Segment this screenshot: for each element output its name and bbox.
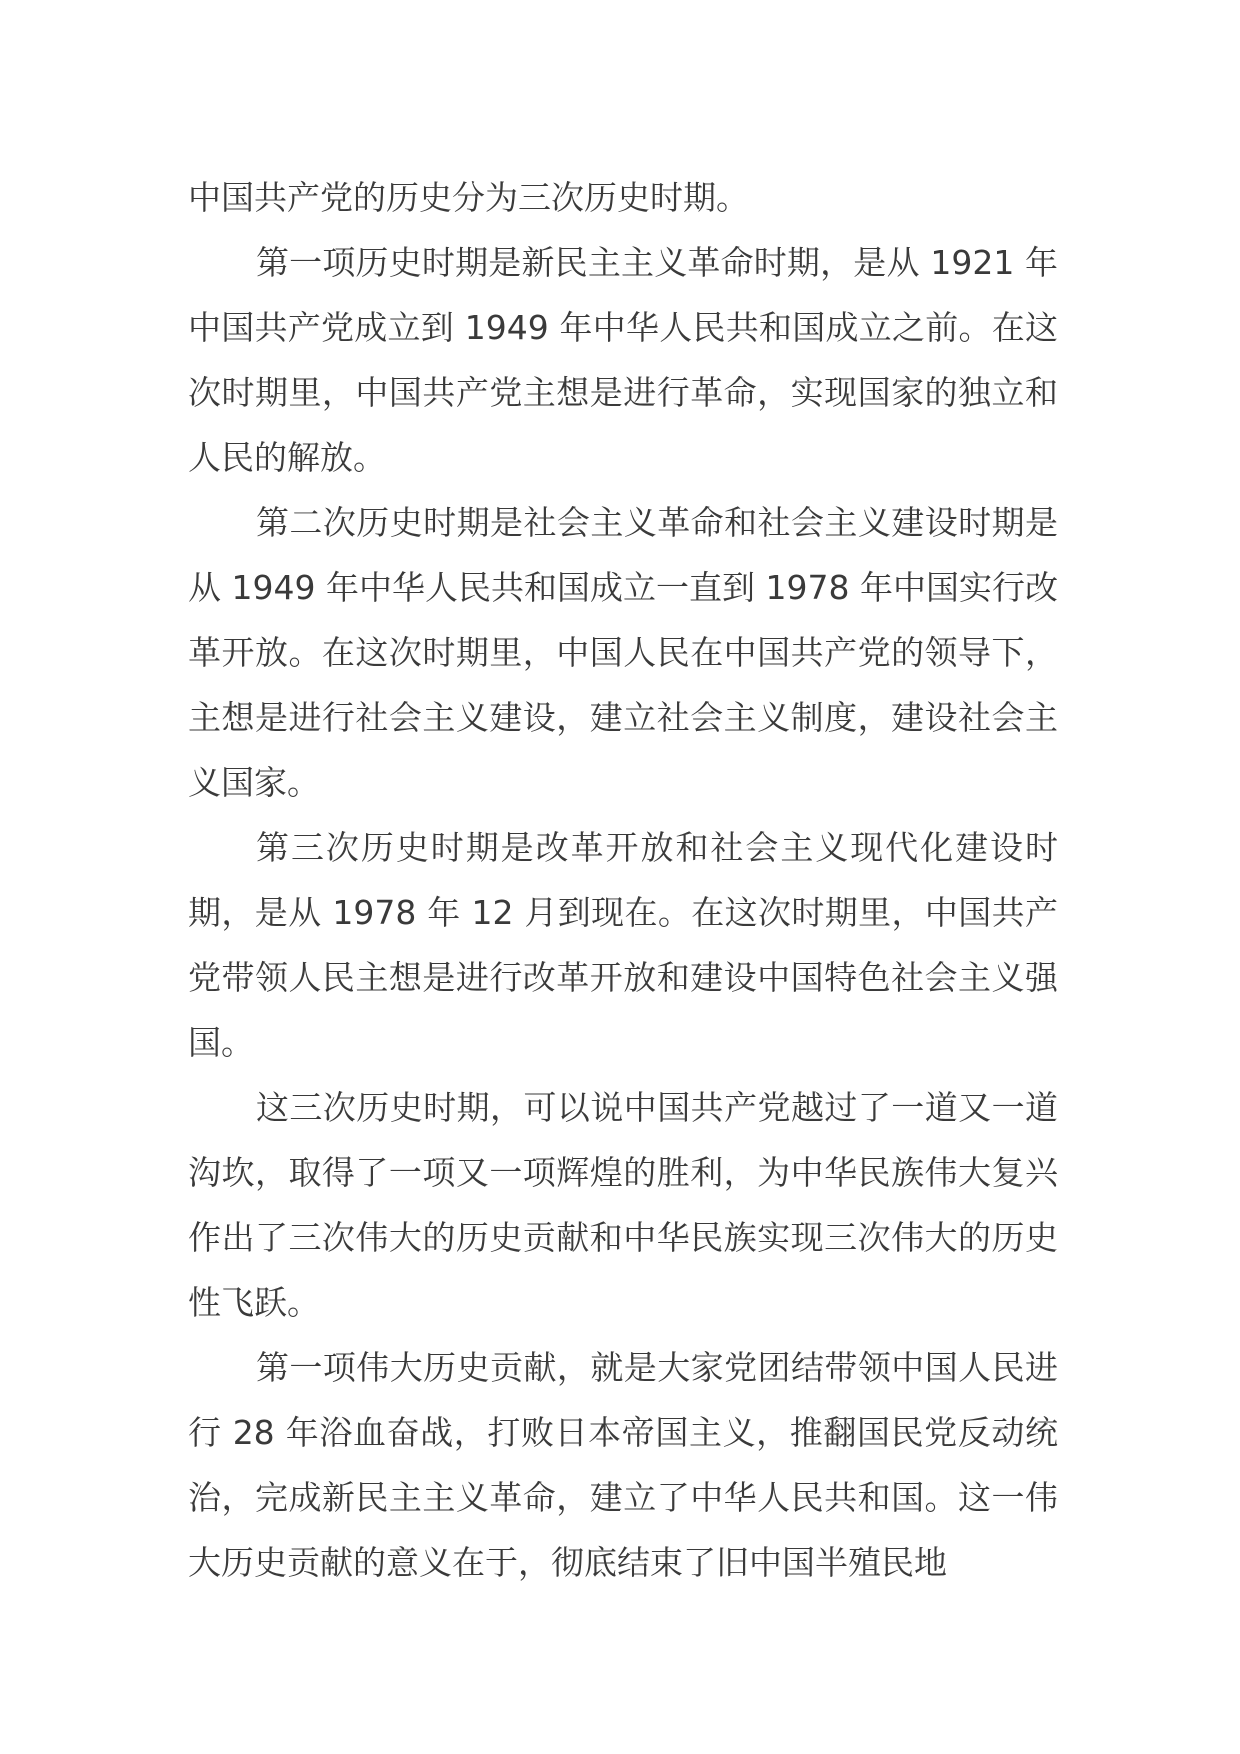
document-body (188, 165, 1058, 1595)
paragraph-period-one: 第一项历史时期是新民主主义革命时期，是从 1921 年中国共产党成立到 1949 年中华人民共和国成立之前。在这次时期里，中国共产党主想是进行革命，实现国家的独立和人民的解放。 (188, 243, 1058, 477)
paragraph-summary: 这三次历史时期，可以说中国共产党越过了一道又一道沟坎，取得了一项又一项辉煌的胜利，为中华民族伟大复兴作出了三次伟大的历史贡献和中华民族实现三次伟大的历史性飞跃。 (188, 1088, 1058, 1322)
paragraph-period-three: 第三次历史时期是改革开放和社会主义现代化建设时期，是从 1978 年 12 月到现在。在这次时期里，中国共产党带领人民主想是进行改革开放和建设中国特色社会主义强国。 (188, 828, 1058, 1062)
paragraph-period-two: 第二次历史时期是社会主义革命和社会主义建设时期是从 1949 年中华人民共和国成立一直到 1978 年中国实行改革开放。在这次时期里，中国人民在中国共产党的领导下，主想是进行社会主义建设，建立社会主义制度，建设社会主义国家。 (188, 503, 1058, 802)
paragraph-intro: 中国共产党的历史分为三次历史时期。 (188, 178, 749, 217)
paragraph-first-contribution: 第一项伟大历史贡献，就是大家党团结带领中国人民进行 28 年浴血奋战，打败日本帝国主义，推翻国民党反动统治，完成新民主主义革命，建立了中华人民共和国。这一伟大历史贡献的意义在于，彻底结束了旧中国半殖民地 (188, 1348, 1058, 1582)
